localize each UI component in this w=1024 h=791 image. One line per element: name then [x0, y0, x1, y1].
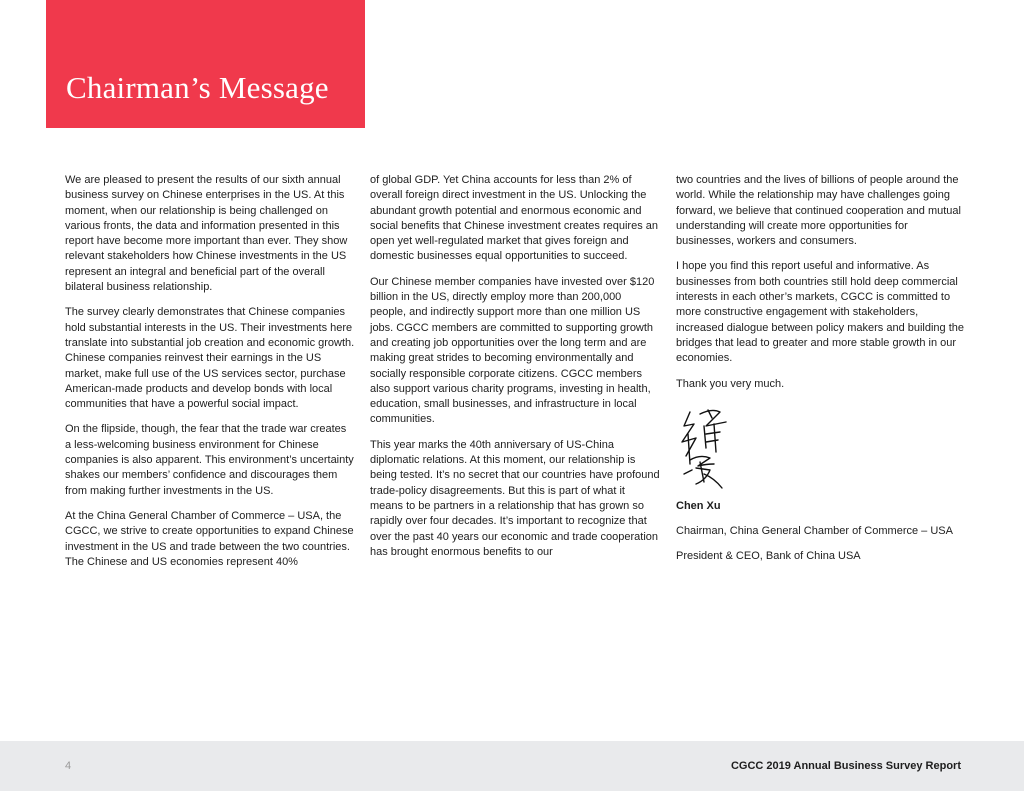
paragraph: Thank you very much. — [676, 377, 785, 390]
signatory-title: President & CEO, Bank of China USA — [676, 550, 861, 563]
paragraph: two countries and the lives of billions of people around the world. While the relationship may have challenges going forward, we believe that continued cooperation and mutual understanding will create more opportunities for businesses, workers and consumers. — [676, 174, 961, 248]
paragraph: This year marks the 40th anniversary of US-China diplomatic relations. At this moment, our relationship is being tested. It’s no secret that our countries have profound trade-policy disagreements. But this is part of what it means to be partners in a relationship that has grown so rapidly over four decades. It’s important to recognize that over the past 40 years our economic and trade cooperation has brought enormous benefits to our — [370, 438, 660, 558]
paragraph: At the China General Chamber of Commerce – USA, the CGCC, we strive to create opportunities to expand Chinese investment in the US and trade between the two countries. The Chinese and US economies represent 40% — [65, 509, 354, 568]
paragraph: I hope you find this report useful and informative. As businesses from both countries still hold deep commercial interests in each other’s markets, CGCC is committed to more constructive engagement with stakeholders, increased dialogue between policy makers and building the bridges that lead to greater and more stable growth in our economies. — [676, 260, 965, 365]
text-column-3 — [676, 173, 966, 575]
paragraph: The survey clearly demonstrates that Chinese companies hold substantial interests in the US. Their investments here translate into substantial job creation and economic growth. Chinese companies reinvest their earnings in the US market, make full use of the US services sector, purchase American-made products and develop bonds with local communities that have a powerful social impact. — [65, 306, 355, 411]
signatory-name: Chen Xu — [676, 499, 721, 512]
handwritten-signature — [676, 404, 734, 489]
report-title: CGCC 2019 Annual Business Survey Report — [730, 760, 961, 772]
paragraph: On the flipside, though, the fear that the trade war creates a less-welcoming business environment for Chinese companies is also apparent. This environment’s uncertainty shakes our members’ confidence and discourages them from making further investments in the US. — [65, 423, 354, 497]
signatory-title: Chairman, China General Chamber of Commerce – USA — [676, 525, 953, 538]
text-column-1 — [65, 173, 355, 580]
paragraph: of global GDP. Yet China accounts for less than 2% of overall foreign direct investment in the US. Unlocking the abundant growth potential and enormous economic and social benefits that Chinese investment creates requires an open yet well-regulated market that gives foreign and domestic businesses equal opportunities to succeed. — [370, 174, 658, 263]
page-footer — [0, 741, 1024, 791]
title-banner — [46, 0, 365, 128]
paragraph: Our Chinese member companies have invested over $120 billion in the US, directly employ more than 200,000 people, and indirectly support more than one million US jobs. CGCC members are committed to supporting growth and creating job opportunities over the long term and are making great strides to becoming environmentally and socially responsible corporate citizens. CGCC members also support various charity programs, investing in health, education, small businesses, and infrastructure in local communities. — [370, 275, 655, 426]
page-number: 4 — [65, 760, 72, 772]
page-title: Chairman’s Message — [66, 70, 329, 105]
text-column-2 — [370, 173, 660, 570]
paragraph: We are pleased to present the results of our sixth annual business survey on Chinese enterprises in the US. At this moment, when our relationship is being challenged on various fronts, the data and information presented in this report have become more important than ever. They show relevant stakeholders how Chinese investments in the US represent an integral and beneficial part of the overall bilateral business relationship. — [65, 174, 348, 294]
